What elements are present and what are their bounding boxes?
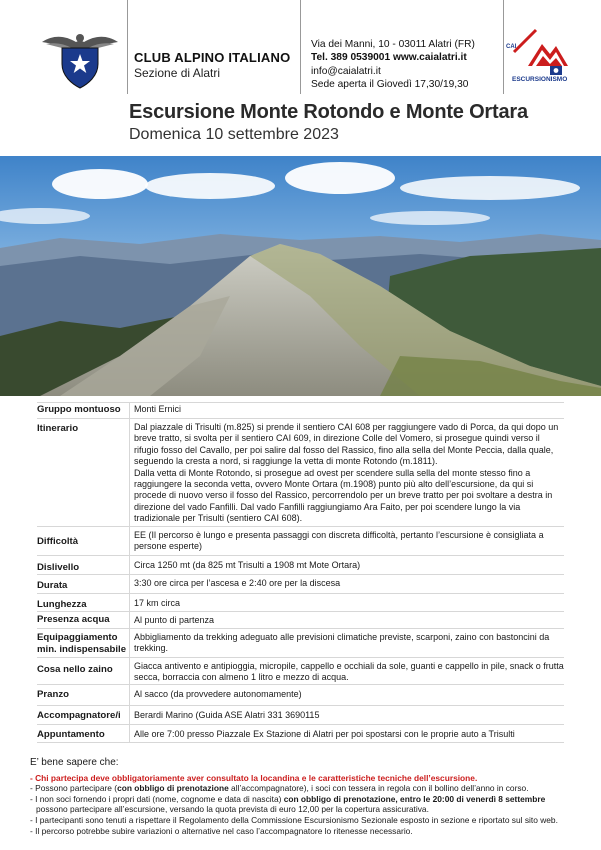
table-rule [37,593,564,594]
value-cosa-nello-zaino: Giacca antivento e antipioggia, micropile, cappello e occhiali da sole, guanti e cappello in pile, snack o frutta secca, borraccia con almeno 1 litro e mezzo di acqua. [134,661,564,683]
table-column-divider [129,402,130,742]
value-gruppo-montuoso: Monti Ernici [134,404,182,414]
header-divider-3 [503,0,504,94]
table-rule [37,611,564,612]
value-equipaggiamento: Abbigliamento da trekking adeguato alle previsioni climatiche previste, scarponi, zaino con bastoncini da trekking. [134,632,550,654]
notes-line-members: - Possono partecipare (con obbligo di prenotazione all’accompagnatore), i soci con tessera in regola con il bollino dell’anno in corso. [30,783,529,794]
label-gruppo-montuoso: Gruppo montuoso [37,404,121,415]
table-rule [37,526,564,527]
phone-web[interactable]: Tel. 389 0539001 www.caialatri.it [311,52,467,64]
label-pranzo: Pranzo [37,689,69,700]
table-rule [37,418,564,419]
table-rule [37,628,564,629]
value-pranzo: Al sacco (da provvedere autonomamente) [134,689,302,699]
event-date: Domenica 10 settembre 2023 [129,126,339,143]
notes-heading: E’ bene sapere che: [30,757,119,768]
label-appuntamento: Appuntamento [37,729,105,740]
right-logo-cai: CAI [506,44,517,50]
cai-logo [40,28,120,90]
table-rule [37,684,564,685]
table-rule [37,555,564,556]
label-accompagnatore: Accompagnatore/i [37,710,121,721]
event-title: Escursione Monte Rotondo e Monte Ortara [129,101,528,123]
opening-hours: Sede aperta il Giovedì 17,30/19,30 [311,78,469,90]
value-difficolta: EE (Il percorso è lungo e presenta passaggi con discreta difficoltà, pertanto l’escursione è consigliata a persone esperte) [134,530,544,552]
value-accompagnatore: Berardi Marino (Guida ASE Alatri 331 3690115 [134,710,320,720]
label-lunghezza: Lunghezza [37,599,87,610]
table-rule [37,705,564,706]
label-itinerario: Itinerario [37,423,79,434]
table-rule [37,742,564,743]
label-presenza-acqua: Presenza acqua [37,614,110,625]
header-divider-2 [300,0,301,94]
value-lunghezza: 17 km circa [134,598,181,608]
club-name: CLUB ALPINO ITALIANO [134,50,291,65]
table-rule [37,724,564,725]
table-rule [37,657,564,658]
value-itinerario: Dal piazzale di Trisulti (m.825) si prende il sentiero CAI 608 per raggiungere vado di Porca, da qui dopo un breve tratto, si svolta per il sentiero CAI 609, in direzione Colle del Vomero, si prosegue quindi verso il rifugio fosso del Cavallo, per poi salire dal fosso del Rassico, fino alla sella del Monte Peccia, dalla quale, seguendo la cresta a nord, si raggiunge la vetta di monte Rotondo (m.1811). Dalla vetta di Monte Rotondo, si prosegue ad ovest per scendere sulla sella del monte stesso fino a raggiungere la seconda vetta, ovvero Monte Ortara (m.1908) punto più alto dell’escursione, da qui si procede di nuovo verso il fosso del Rassico, percorrendolo per un breve tratto per poi svoltare a destra in direzione del vado Fanfilli. Dal vado Fanfilli raggiungiamo Ara Faito, per poi scendere lungo la via tradizionale per Trisulti (sentiero CAI 608). [134,422,559,524]
right-logo-text: ESCURSIONISMO [512,76,568,83]
section-name: Sezione di Alatri [134,66,221,80]
notes-line-rules: - I partecipanti sono tenuti a rispettare il Regolamento della Commissione Escursionismo Sezionale esposto in sezione e riportato sul sito web. [30,814,558,825]
label-cosa-nello-zaino: Cosa nello zaino [37,664,113,675]
notes-section [30,758,575,836]
table-rule [37,574,564,575]
label-dislivello: Dislivello [37,562,80,573]
value-appuntamento: Alle ore 7:00 presso Piazzale Ex Stazione di Alatri per poi spostarsi con le proprie auto a Trisulti [134,729,515,739]
address: Via dei Manni, 10 - 03011 Alatri (FR) [311,39,475,50]
contact-block [311,38,475,91]
notes-line-non-members: - I non soci fornendo i propri dati (nome, cognome e data di nascita) con obbligo di prenotazione, entro le 20:00 di venerdì 8 settembre [30,793,546,804]
value-presenza-acqua: Al punto di partenza [134,615,215,625]
notes-line-fee: possono partecipare all’escursione, versando la quota prevista di euro 12,00 per la copertura assicurativa. [36,804,429,815]
email-link[interactable]: info@caialatri.it [311,65,381,77]
mountain-photo [0,156,601,396]
label-difficolta: Difficoltà [37,536,79,547]
label-equipaggiamento: Equipaggiamento min. indispensabile [37,632,127,655]
table-rule [37,402,564,403]
notes-line-variations: - Il percorso potrebbe subire variazioni o alternative nel caso l’accompagnatore lo ritenesse necessario. [30,825,413,836]
header-divider-1 [127,0,128,94]
label-durata: Durata [37,580,68,591]
value-durata: 3:30 ore circa per l’ascesa e 2:40 ore per la discesa [134,578,341,588]
value-dislivello: Circa 1250 mt (da 825 mt Trisulti a 1908 mt Mote Ortara) [134,560,361,570]
notes-mandatory-line: - Chi partecipa deve obbligatoriamente aver consultato la locandina e le caratteristiche tecniche dell’escursione. [30,772,478,783]
